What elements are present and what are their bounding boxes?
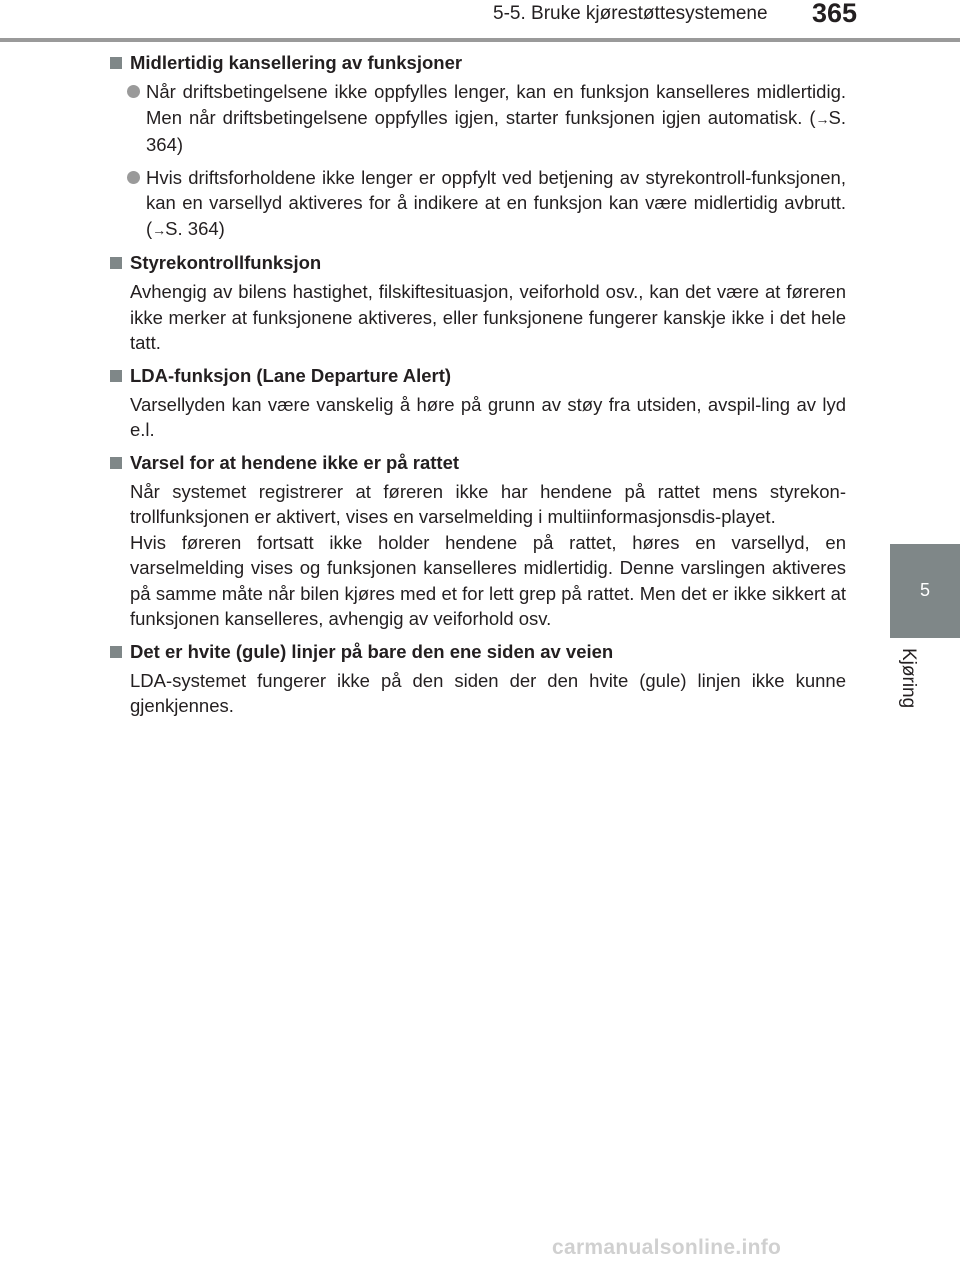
arrow-right-icon: →: [152, 221, 166, 238]
section-one-side-lines: [108, 639, 846, 719]
heading-text: Midlertidig kansellering av funksjoner: [130, 52, 463, 73]
page-reference-link[interactable]: S. 364): [165, 217, 225, 239]
body-paragraph: Avhengig av bilens hastighet, filskiftesituasjon, veiforhold osv., kan det være at føreren ikke merker at funksjonene aktiveres, eller funksjonene fungerer kanskje ikke i det hele tatt.: [130, 281, 846, 353]
heading-text: Varsel for at hendene ikke er på rattet: [130, 451, 460, 473]
body-paragraph: Når systemet registrerer at føreren ikke har hendene på rattet mens styrekon-trollfunksjonen er aktivert, vises en varselmelding i multiinformasjonsdis-playet.: [130, 480, 846, 527]
body-paragraph: Varsellyden kan være vanskelig å høre på grunn av støy fra utsiden, avspil-ling av lyd e.l.: [130, 393, 846, 440]
square-bullet-icon: [110, 257, 122, 269]
body-paragraph: LDA-systemet fungerer ikke på den siden der den hvite (gule) linjen ikke kunne gjenkjennes.: [130, 669, 846, 716]
square-bullet-icon: [110, 457, 122, 469]
section-title: 5-5. Bruke kjørestøttesystemene: [493, 3, 768, 24]
section-heading: [108, 250, 846, 276]
page-content: [108, 50, 846, 726]
watermark: carmanualsonline.info: [552, 1236, 782, 1259]
round-bullet-icon: [127, 85, 140, 98]
heading-text: LDA-funksjon (Lane Departure Alert): [130, 364, 452, 386]
square-bullet-icon: [110, 57, 122, 69]
page-number: 365: [812, 0, 858, 28]
body-paragraph: Hvis føreren fortsatt ikke holder hendene på rattet, høres en varsellyd, en varselmelding vises og funksjonen kanselleres midlertidig. Denne varslingen aktiveres på samme måte når bilen kjøres med et for lett grep på rattet. Men det er ikke sikkert at funksjonen kanselleres, avhengig av veiforhold osv.: [130, 531, 846, 629]
list-item: [108, 79, 846, 158]
chapter-label: Kjøring: [898, 648, 919, 709]
bullet-text: Hvis driftsforholdene ikke lenger er oppfylt ved betjening av styrekontroll-funksjonen, kan en varsellyd aktiveres for å indikere at en funksjon kan være midlertidig avbrutt. (: [146, 166, 846, 239]
round-bullet-icon: [127, 171, 140, 184]
section-temporary-cancellation: [108, 50, 846, 243]
chapter-tab: [890, 544, 960, 638]
list-item: [108, 165, 846, 244]
section-heading: [108, 363, 846, 389]
section-heading: [108, 450, 846, 476]
page-reference-link[interactable]: S. 364): [146, 106, 846, 155]
chapter-number: 5: [919, 580, 930, 600]
section-lda-function: [108, 363, 846, 443]
arrow-right-icon: →: [815, 110, 829, 127]
section-heading: [108, 50, 846, 76]
header-divider: [0, 38, 960, 42]
section-hands-off-warning: [108, 450, 846, 632]
bullet-text: Når driftsbetingelsene ikke oppfylles lenger, kan en funksjon kanselleres midlertidig. Men når driftsbetingelsene oppfylles igjen, starter funksjonen igjen automatisk. (: [146, 81, 846, 128]
square-bullet-icon: [110, 370, 122, 382]
square-bullet-icon: [110, 646, 122, 658]
heading-text: Styrekontrollfunksjon: [130, 252, 322, 273]
section-steering-control: [108, 250, 846, 356]
heading-text: Det er hvite (gule) linjer på bare den ene siden av veien: [130, 640, 614, 662]
section-heading: [108, 639, 846, 665]
